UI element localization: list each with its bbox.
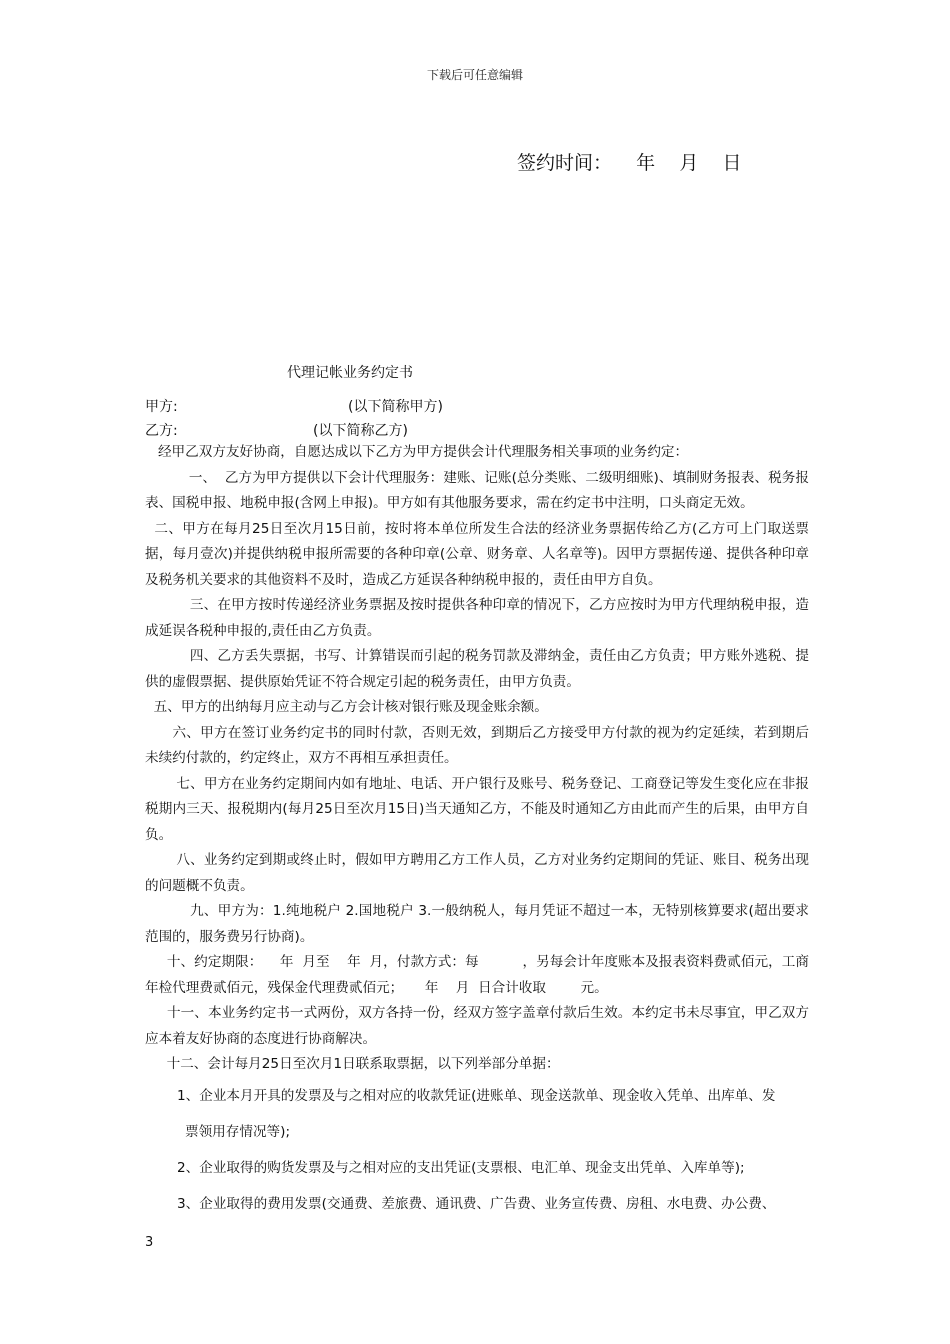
- list-item-1: 1、企业本月开具的发票及与之相对应的收款凭证(进账单、现金送款单、现金收入凭单、出库单、发: [177, 1087, 776, 1104]
- party-a-line: [145, 396, 443, 416]
- party-a-label: 甲方:: [145, 399, 178, 415]
- page-number: 3: [145, 1235, 154, 1250]
- party-b-note: (以下简称乙方): [313, 423, 408, 439]
- paragraph-clause-9: 九、甲方为：1.纯地税户 2.国地税户 3.一般纳税人，每月凭证不超过一本，无特别核算要求(超出要求范围的，服务费另行协商)。: [145, 903, 809, 945]
- paragraph-clause-1: 一、 乙方为甲方提供以下会计代理服务：建账、记账(总分类账、二级明细账)、填制财务报表、税务报表、国税申报、地税申报(含网上申报)。甲方如有其他服务要求，需在约定书中注明，口头商定无效。: [145, 469, 809, 511]
- party-a-note: (以下简称甲方): [348, 399, 443, 415]
- paragraph-clause-10: 十、约定期限： 年 月至 年 月，付款方式：每 ，另每会计年度账本及报表资料费贰佰元，工商年检代理费贰佰元，残保金代理费贰佰元； 年 月 日合计收取 元。: [145, 954, 810, 996]
- list-item-3: 3、企业取得的费用发票(交通费、差旅费、通讯费、广告费、业务宣传费、房租、水电费、办公费、: [177, 1195, 776, 1212]
- contract-body: [145, 440, 809, 1222]
- paragraph-clause-12: 十二、会计每月25日至次月1日联系取票据，以下列举部分单据：: [145, 1056, 560, 1072]
- page-header-note: 下载后可任意编辑: [426, 68, 523, 82]
- paragraph-clause-11: 十一、本业务约定书一式两份，双方各持一份，经双方签字盖章付款后生效。本约定书未尽事宜，甲乙双方应本着友好协商的态度进行协商解决。: [145, 1005, 809, 1047]
- paragraph-clause-6: 六、甲方在签订业务约定书的同时付款，否则无效，到期后乙方接受甲方付款的视为约定延续，若到期后未续约付款的，约定终止，双方不再相互承担责任。: [145, 724, 809, 766]
- paragraph-clause-3: 三、在甲方按时传递经济业务票据及按时提供各种印章的情况下，乙方应按时为甲方代理纳税申报，造成延误各税种申报的,责任由乙方负责。: [145, 597, 809, 639]
- paragraph-clause-8: 八、业务约定到期或终止时，假如甲方聘用乙方工作人员，乙方对业务约定期间的凭证、账目、税务出现的问题概不负责。: [145, 852, 810, 894]
- paragraph-clause-5: 五、甲方的出纳每月应主动与乙方会计核对银行账及现金账余额。: [145, 699, 548, 715]
- paragraph-clause-2: 二、甲方在每月25日至次月15日前，按时将本单位所发生合法的经济业务票据传给乙方(乙方可上门取送票据，每月壹次)并提供纳税申报所需要的各种印章(公章、财务章、人名章等)。因甲方票据传递、提供各种印章及税务机关要求的其他资料不及时，造成乙方延误各种纳税申报的，责任由甲方自负。: [145, 520, 809, 588]
- paragraph-intro: 经甲乙双方友好协商，自愿达成以下乙方为甲方提供会计代理服务相关事项的业务约定：: [145, 444, 689, 460]
- list-item-1-continued: 票领用存情况等);: [185, 1123, 291, 1140]
- document-title: 代理记帐业务约定书: [287, 365, 413, 381]
- list-item-2: 2、企业取得的购货发票及与之相对应的支出凭证(支票根、电汇单、现金支出凭单、入库单等);: [177, 1159, 745, 1176]
- party-b-label: 乙方:: [145, 423, 178, 439]
- party-b-line: [145, 420, 408, 440]
- paragraph-clause-4: 四、乙方丢失票据，书写、计算错误而引起的税务罚款及滞纳金，责任由乙方负责；甲方账外逃税、提供的虚假票据、提供原始凭证不符合规定引起的税务责任，由甲方负责。: [145, 648, 809, 690]
- paragraph-clause-7: 七、甲方在业务约定期间内如有地址、电话、开户银行及账号、税务登记、工商登记等发生变化应在非报税期内三天、报税期内(每月25日至次月15日)当天通知乙方，不能及时通知乙方由此而产生的后果，由甲方自负。: [145, 775, 810, 843]
- sign-date: 签约时间： 年 月 日: [517, 152, 742, 174]
